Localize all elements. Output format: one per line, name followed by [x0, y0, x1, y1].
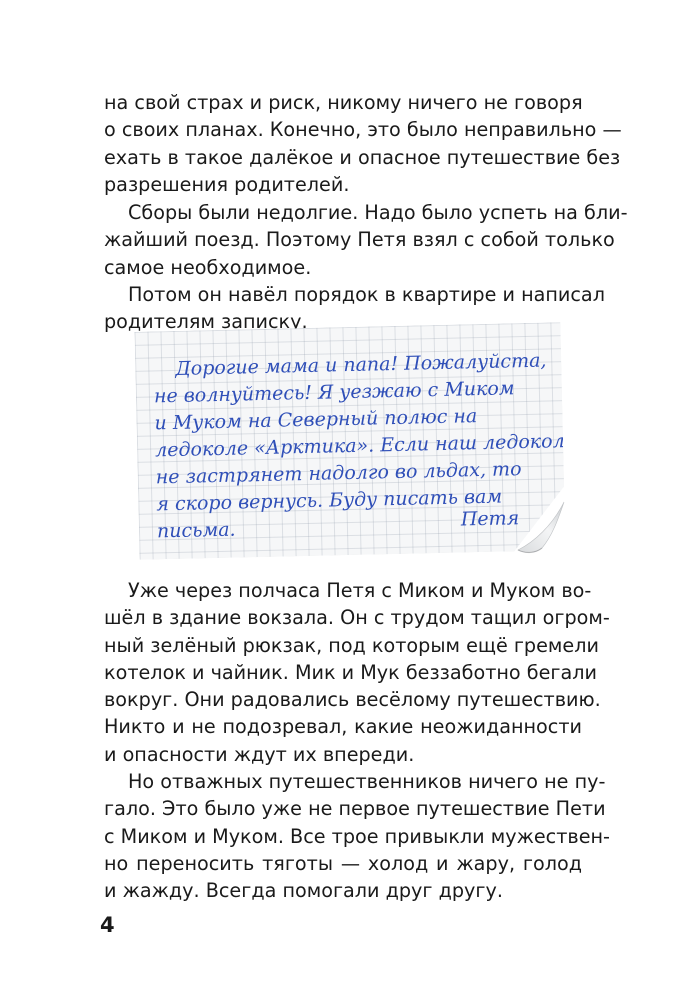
- text-line: самое необходимое.: [104, 255, 312, 279]
- paragraph-2: [104, 199, 628, 281]
- text-line: ехать в такое далёкое и опасное путешествие без: [104, 145, 621, 169]
- text-line: Потом он навёл порядок в квартире и написал: [128, 283, 605, 306]
- text-line: котелок и чайник. Мик и Мук беззаботно бегали: [104, 660, 597, 684]
- note-handwriting: [134, 322, 565, 560]
- page-curl-graphic: [512, 496, 572, 558]
- text-line: но переносить тяготы — холод и жару, голод: [104, 851, 582, 875]
- paragraph-5: [104, 768, 610, 904]
- text-line: Но отважных путешественников ничего не пу-: [128, 770, 606, 793]
- note-line: и Муком на Северный полюс на: [154, 405, 478, 435]
- paragraph-4: [104, 577, 610, 768]
- text-line: жайший поезд. Поэтому Петя взял с собой только: [104, 228, 615, 252]
- text-line: Сборы были недолгие. Надо было успеть на бли-: [128, 201, 628, 224]
- note-line: письма.: [156, 518, 236, 543]
- text-line: родителям записку.: [104, 310, 308, 334]
- note-line: не волнуйтесь! Я уезжаю с Миком: [153, 377, 515, 408]
- text-line: с Миком и Муком. Все трое привыкли мужествен-: [104, 824, 610, 848]
- handwritten-note: [134, 322, 565, 560]
- note-line: не застрянет надолго во льдах, то: [155, 458, 522, 489]
- text-line: Уже через полчаса Петя с Миком и Муком во-: [128, 579, 592, 602]
- text-line: и опасности ждут их впереди.: [104, 742, 415, 766]
- text-line: Никто и не подозревал, какие неожиданности: [104, 715, 582, 739]
- text-line: ный зелёный рюкзак, под которым ещё гремели: [104, 633, 599, 657]
- text-line: на свой страх и риск, никому ничего не говоря: [104, 91, 583, 114]
- text-line: гало. Это было уже не первое путешествие Пети: [104, 797, 606, 821]
- text-line: разрешения родителей.: [104, 172, 350, 196]
- note-signature: Петя: [460, 507, 520, 531]
- text-line: вокруг. Они радовались весёлому путешествию.: [104, 688, 601, 712]
- page-number: 4: [100, 913, 115, 937]
- note-line: ледоколе «Арктика». Если наш ледокол: [154, 430, 565, 462]
- text-line: и жажду. Всегда помогали друг другу.: [104, 879, 503, 903]
- note-line: Дорогие мама и папа! Пожалуйста,: [175, 349, 547, 380]
- paragraph-1: [104, 89, 622, 198]
- note-line: я скоро вернусь. Буду писать вам: [156, 485, 503, 516]
- text-line: о своих планах. Конечно, это было неправильно —: [104, 118, 622, 142]
- text-line: шёл в здание вокзала. Он с трудом тащил огром-: [104, 606, 610, 630]
